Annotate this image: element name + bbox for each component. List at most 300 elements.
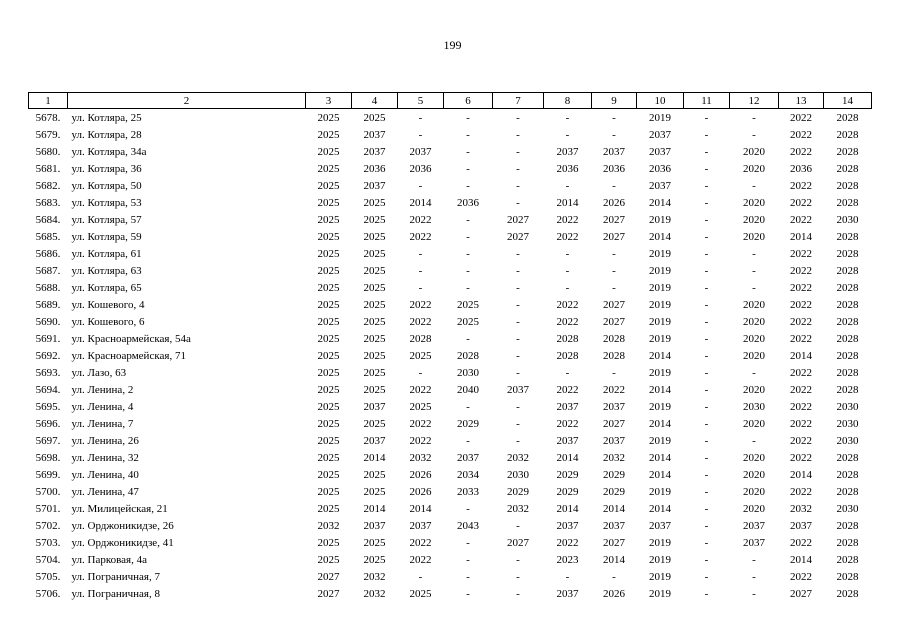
year-cell: - [516, 570, 520, 583]
year-cell: - [466, 536, 470, 549]
year-cell: 2027 [603, 298, 625, 311]
year-cell: - [704, 417, 709, 430]
row-number-cell: 5678. [35, 111, 61, 124]
year-cell: - [565, 570, 570, 583]
year-cell: 2027 [603, 536, 625, 549]
year-cell: 2025 [317, 179, 340, 192]
year-cell: 2022 [556, 298, 579, 311]
year-cell: - [466, 281, 470, 294]
address-cell: ул. Котляра, 59 [71, 230, 142, 243]
year-cell: - [516, 196, 520, 209]
year-cell: 2022 [790, 196, 812, 209]
year-cell: - [466, 434, 470, 447]
row-number-cell: 5705. [35, 570, 61, 583]
year-cell: - [466, 570, 470, 583]
year-cell: 2022 [409, 298, 432, 311]
year-cell: - [466, 587, 470, 600]
year-cell: 2020 [743, 485, 765, 498]
year-cell: - [466, 332, 470, 345]
year-cell: 2025 [317, 196, 340, 209]
row-number-cell: 5699. [35, 468, 61, 481]
year-cell: 2027 [507, 230, 529, 243]
year-cell: - [516, 128, 520, 141]
year-cell: 2028 [836, 111, 859, 124]
year-cell: 2028 [409, 332, 432, 345]
year-cell: 2025 [317, 485, 340, 498]
address-cell: ул. Ленина, 47 [71, 485, 139, 498]
year-cell: 2020 [743, 349, 765, 362]
column-header: 6 [444, 93, 493, 109]
year-cell: 2037 [743, 536, 765, 549]
year-cell: - [704, 349, 709, 362]
year-cell: - [752, 366, 756, 379]
year-cell: - [516, 247, 520, 260]
year-cell: 2025 [363, 230, 386, 243]
year-cell: 2022 [409, 383, 432, 396]
year-cell: - [704, 570, 709, 583]
year-cell: 2028 [836, 230, 859, 243]
year-cell: - [516, 298, 520, 311]
year-cell: 2025 [317, 383, 340, 396]
year-cell: 2037 [649, 179, 671, 192]
table-row [29, 483, 872, 500]
year-cell: - [752, 570, 756, 583]
year-cell: 2037 [743, 519, 765, 532]
year-cell: 2025 [317, 162, 340, 175]
address-cell: ул. Котляра, 61 [71, 247, 142, 260]
year-cell: 2028 [836, 145, 859, 158]
year-cell: 2025 [363, 332, 386, 345]
address-cell: ул. Красноармейская, 54а [71, 332, 191, 345]
table-row [29, 143, 872, 160]
year-cell: 2019 [649, 434, 671, 447]
table-row [29, 534, 872, 551]
year-cell: 2022 [790, 247, 812, 260]
year-cell: 2022 [409, 536, 432, 549]
year-cell: 2032 [507, 451, 529, 464]
year-cell: 2030 [836, 400, 859, 413]
year-cell: 2030 [836, 213, 859, 226]
year-cell: 2019 [649, 247, 671, 260]
year-cell: 2025 [317, 400, 340, 413]
year-cell: - [516, 332, 520, 345]
year-cell: 2022 [556, 417, 579, 430]
year-cell: - [704, 485, 709, 498]
year-cell: 2014 [603, 553, 625, 566]
year-cell: 2019 [649, 536, 671, 549]
year-cell: 2037 [649, 519, 671, 532]
table-row [29, 109, 872, 127]
year-cell: - [612, 179, 616, 192]
year-cell: - [704, 519, 709, 532]
year-cell: 2014 [363, 451, 386, 464]
year-cell: 2028 [836, 468, 859, 481]
row-number-cell: 5684. [35, 213, 61, 226]
year-cell: 2037 [556, 587, 579, 600]
year-cell: - [704, 400, 709, 413]
year-cell: - [704, 213, 709, 226]
year-cell: 2028 [836, 570, 859, 583]
year-cell: 2025 [363, 485, 386, 498]
year-cell: 2025 [317, 213, 340, 226]
year-cell: - [516, 264, 520, 277]
column-header: 11 [684, 93, 730, 109]
year-cell: 2025 [317, 111, 340, 124]
year-cell: 2025 [363, 247, 386, 260]
year-cell: - [704, 247, 709, 260]
row-number-cell: 5695. [35, 400, 61, 413]
year-cell: 2014 [409, 196, 432, 209]
year-cell: 2037 [603, 519, 625, 532]
year-cell: - [704, 536, 709, 549]
year-cell: 2037 [363, 434, 386, 447]
year-cell: - [565, 111, 570, 124]
year-cell: - [466, 247, 470, 260]
row-number-cell: 5682. [35, 179, 61, 192]
year-cell: 2022 [409, 230, 432, 243]
year-cell: 2037 [363, 179, 386, 192]
year-cell: 2032 [363, 570, 386, 583]
year-cell: - [418, 570, 423, 583]
year-cell: 2028 [836, 366, 859, 379]
year-cell: 2025 [363, 315, 386, 328]
table-row [29, 330, 872, 347]
year-cell: - [418, 128, 423, 141]
year-cell: 2014 [649, 383, 671, 396]
year-cell: 2014 [649, 196, 671, 209]
year-cell: 2014 [790, 349, 812, 362]
year-cell: 2037 [363, 400, 386, 413]
address-cell: ул. Ленина, 32 [71, 451, 139, 464]
year-cell: 2037 [556, 519, 579, 532]
year-cell: 2022 [790, 179, 812, 192]
column-header: 10 [637, 93, 684, 109]
address-cell: ул. Ленина, 7 [71, 417, 134, 430]
year-cell: - [418, 366, 423, 379]
year-cell: - [565, 128, 570, 141]
year-cell: 2019 [649, 587, 671, 600]
table-row [29, 262, 872, 279]
year-cell: - [516, 519, 520, 532]
year-cell: 2020 [743, 332, 765, 345]
year-cell: - [704, 383, 709, 396]
table-row [29, 449, 872, 466]
row-number-cell: 5679. [35, 128, 61, 141]
year-cell: 2020 [743, 196, 765, 209]
year-cell: - [418, 281, 423, 294]
row-number-cell: 5694. [35, 383, 61, 396]
table-row [29, 381, 872, 398]
year-cell: - [516, 179, 520, 192]
year-cell: 2036 [363, 162, 386, 175]
year-cell: 2027 [603, 315, 625, 328]
year-cell: 2019 [649, 485, 671, 498]
row-number-cell: 5692. [35, 349, 61, 362]
address-cell: ул. Котляра, 57 [71, 213, 142, 226]
year-cell: - [418, 111, 423, 124]
year-cell: 2028 [836, 553, 859, 566]
address-cell: ул. Орджоникидзе, 41 [71, 536, 174, 549]
year-cell: 2019 [649, 281, 671, 294]
year-cell: 2037 [790, 519, 812, 532]
year-cell: - [752, 264, 756, 277]
year-cell: - [418, 247, 423, 260]
year-cell: 2029 [507, 485, 529, 498]
year-cell: 2037 [556, 145, 579, 158]
year-cell: - [752, 434, 756, 447]
address-cell: ул. Орджоникидзе, 26 [71, 519, 174, 532]
year-cell: 2028 [836, 264, 859, 277]
year-cell: 2014 [790, 553, 812, 566]
table-row [29, 177, 872, 194]
year-cell: - [466, 145, 470, 158]
table-row [29, 279, 872, 296]
year-cell: 2025 [457, 315, 479, 328]
year-cell: 2028 [603, 349, 625, 362]
year-cell: 2028 [836, 298, 859, 311]
year-cell: - [466, 162, 470, 175]
year-cell: 2022 [790, 417, 812, 430]
year-cell: 2025 [363, 349, 386, 362]
table-row [29, 364, 872, 381]
year-cell: 2022 [790, 383, 812, 396]
year-cell: - [516, 315, 520, 328]
year-cell: 2037 [363, 145, 386, 158]
year-cell: - [704, 281, 709, 294]
address-cell: ул. Красноармейская, 71 [71, 349, 186, 362]
year-cell: - [516, 111, 520, 124]
year-cell: 2014 [556, 196, 579, 209]
year-cell: 2025 [317, 468, 340, 481]
year-cell: 2025 [363, 468, 386, 481]
year-cell: 2025 [409, 349, 432, 362]
year-cell: 2027 [790, 587, 812, 600]
year-cell: - [612, 128, 616, 141]
year-cell: 2028 [836, 383, 859, 396]
year-cell: - [704, 434, 709, 447]
year-cell: 2036 [409, 162, 432, 175]
year-cell: - [704, 315, 709, 328]
year-cell: 2028 [836, 451, 859, 464]
year-cell: 2037 [649, 145, 671, 158]
year-cell: - [704, 162, 709, 175]
year-cell: 2022 [556, 383, 579, 396]
year-cell: 2032 [363, 587, 386, 600]
table-row [29, 568, 872, 585]
row-number-cell: 5697. [35, 434, 61, 447]
row-number-cell: 5680. [35, 145, 61, 158]
year-cell: 2026 [603, 587, 625, 600]
year-cell: - [752, 553, 756, 566]
year-cell: 2037 [363, 519, 386, 532]
year-cell: 2028 [836, 349, 859, 362]
year-cell: - [612, 247, 616, 260]
table-row [29, 551, 872, 568]
year-cell: - [704, 366, 709, 379]
column-header: 12 [730, 93, 779, 109]
year-cell: - [704, 264, 709, 277]
address-cell: ул. Котляра, 36 [71, 162, 142, 175]
year-cell: 2037 [507, 383, 529, 396]
row-number-cell: 5685. [35, 230, 61, 243]
page-number: 199 [443, 38, 462, 52]
year-cell: 2025 [317, 128, 340, 141]
year-cell: 2028 [836, 332, 859, 345]
year-cell: - [466, 213, 470, 226]
year-cell: 2028 [836, 281, 859, 294]
year-cell: - [516, 366, 520, 379]
year-cell: 2014 [649, 502, 671, 515]
table-row [29, 160, 872, 177]
year-cell: 2022 [790, 332, 812, 345]
table-row [29, 415, 872, 432]
address-cell: ул. Лазо, 63 [71, 366, 127, 379]
year-cell: 2022 [790, 400, 812, 413]
year-cell: 2027 [603, 213, 625, 226]
year-cell: 2029 [457, 417, 479, 430]
year-cell: 2020 [743, 383, 765, 396]
column-header: 3 [306, 93, 352, 109]
year-cell: 2025 [317, 536, 340, 549]
year-cell: 2036 [790, 162, 812, 175]
address-cell: ул. Кошевого, 4 [71, 298, 145, 311]
year-cell: - [516, 162, 520, 175]
year-cell: 2029 [603, 468, 625, 481]
year-cell: 2028 [836, 587, 859, 600]
year-cell: - [466, 111, 470, 124]
year-cell: - [466, 179, 470, 192]
year-cell: 2020 [743, 230, 765, 243]
table-row [29, 466, 872, 483]
year-cell: 2022 [790, 145, 812, 158]
address-cell: ул. Котляра, 28 [71, 128, 142, 141]
year-cell: 2025 [363, 281, 386, 294]
year-cell: 2022 [790, 485, 812, 498]
year-cell: 2034 [457, 468, 479, 481]
row-number-cell: 5698. [35, 451, 61, 464]
year-cell: 2028 [603, 332, 625, 345]
year-cell: 2025 [363, 196, 386, 209]
year-cell: 2014 [790, 468, 812, 481]
year-cell: 2025 [317, 230, 340, 243]
year-cell: 2022 [790, 128, 812, 141]
year-cell: 2025 [317, 145, 340, 158]
column-header: 4 [352, 93, 398, 109]
year-cell: 2014 [790, 230, 812, 243]
header-row [29, 93, 872, 109]
year-cell: - [704, 553, 709, 566]
year-cell: - [466, 553, 470, 566]
table-row [29, 211, 872, 228]
table-row [29, 245, 872, 262]
year-cell: - [752, 111, 756, 124]
column-header: 8 [544, 93, 592, 109]
year-cell: - [752, 281, 756, 294]
address-cell: ул. Милицейская, 21 [71, 502, 168, 515]
row-number-cell: 5700. [35, 485, 61, 498]
address-cell: ул. Ленина, 26 [71, 434, 139, 447]
year-cell: 2032 [507, 502, 529, 515]
year-cell: 2030 [743, 400, 765, 413]
year-cell: - [516, 417, 520, 430]
year-cell: 2030 [457, 366, 479, 379]
year-cell: 2037 [409, 145, 432, 158]
row-number-cell: 5696. [35, 417, 61, 430]
year-cell: 2036 [603, 162, 625, 175]
year-cell: 2029 [556, 485, 579, 498]
year-cell: 2022 [409, 553, 432, 566]
year-cell: 2033 [457, 485, 479, 498]
year-cell: 2014 [603, 502, 625, 515]
year-cell: 2027 [317, 587, 340, 600]
year-cell: 2022 [790, 111, 812, 124]
year-cell: - [516, 349, 520, 362]
row-number-cell: 5683. [35, 196, 61, 209]
column-header: 7 [493, 93, 544, 109]
year-cell: 2022 [790, 536, 812, 549]
year-cell: 2025 [317, 417, 340, 430]
row-number-cell: 5693. [35, 366, 61, 379]
year-cell: - [466, 400, 470, 413]
table-row [29, 126, 872, 143]
year-cell: 2020 [743, 451, 765, 464]
year-cell: 2025 [317, 434, 340, 447]
year-cell: 2025 [363, 383, 386, 396]
year-cell: - [565, 366, 570, 379]
year-cell: - [752, 179, 756, 192]
address-cell: ул. Котляра, 63 [71, 264, 142, 277]
year-cell: 2030 [836, 502, 859, 515]
year-cell: 2036 [457, 196, 479, 209]
year-cell: - [418, 264, 423, 277]
year-cell: - [704, 111, 709, 124]
year-cell: 2020 [743, 417, 765, 430]
year-cell: - [516, 281, 520, 294]
year-cell: 2027 [507, 213, 529, 226]
year-cell: 2028 [836, 179, 859, 192]
year-cell: 2019 [649, 298, 671, 311]
year-cell: 2022 [409, 417, 432, 430]
year-cell: 2030 [836, 434, 859, 447]
address-cell: ул. Котляра, 25 [71, 111, 142, 124]
year-cell: 2014 [649, 451, 671, 464]
year-cell: 2022 [409, 213, 432, 226]
year-cell: - [612, 281, 616, 294]
year-cell: 2022 [790, 366, 812, 379]
year-cell: 2022 [790, 264, 812, 277]
year-cell: 2022 [790, 570, 812, 583]
year-cell: - [612, 111, 616, 124]
year-cell: - [704, 451, 709, 464]
year-cell: 2028 [836, 536, 859, 549]
year-cell: 2025 [317, 451, 340, 464]
year-cell: 2025 [317, 366, 340, 379]
year-cell: - [565, 264, 570, 277]
row-number-cell: 5690. [35, 315, 61, 328]
table-row [29, 313, 872, 330]
year-cell: 2014 [556, 451, 579, 464]
year-cell: 2025 [317, 298, 340, 311]
year-cell: 2028 [836, 247, 859, 260]
year-cell: - [565, 179, 570, 192]
year-cell: 2032 [317, 519, 340, 532]
year-cell: 2025 [317, 281, 340, 294]
year-cell: 2028 [836, 162, 859, 175]
year-cell: 2029 [603, 485, 625, 498]
year-cell: 2025 [317, 315, 340, 328]
year-cell: 2020 [743, 315, 765, 328]
year-cell: 2028 [457, 349, 479, 362]
